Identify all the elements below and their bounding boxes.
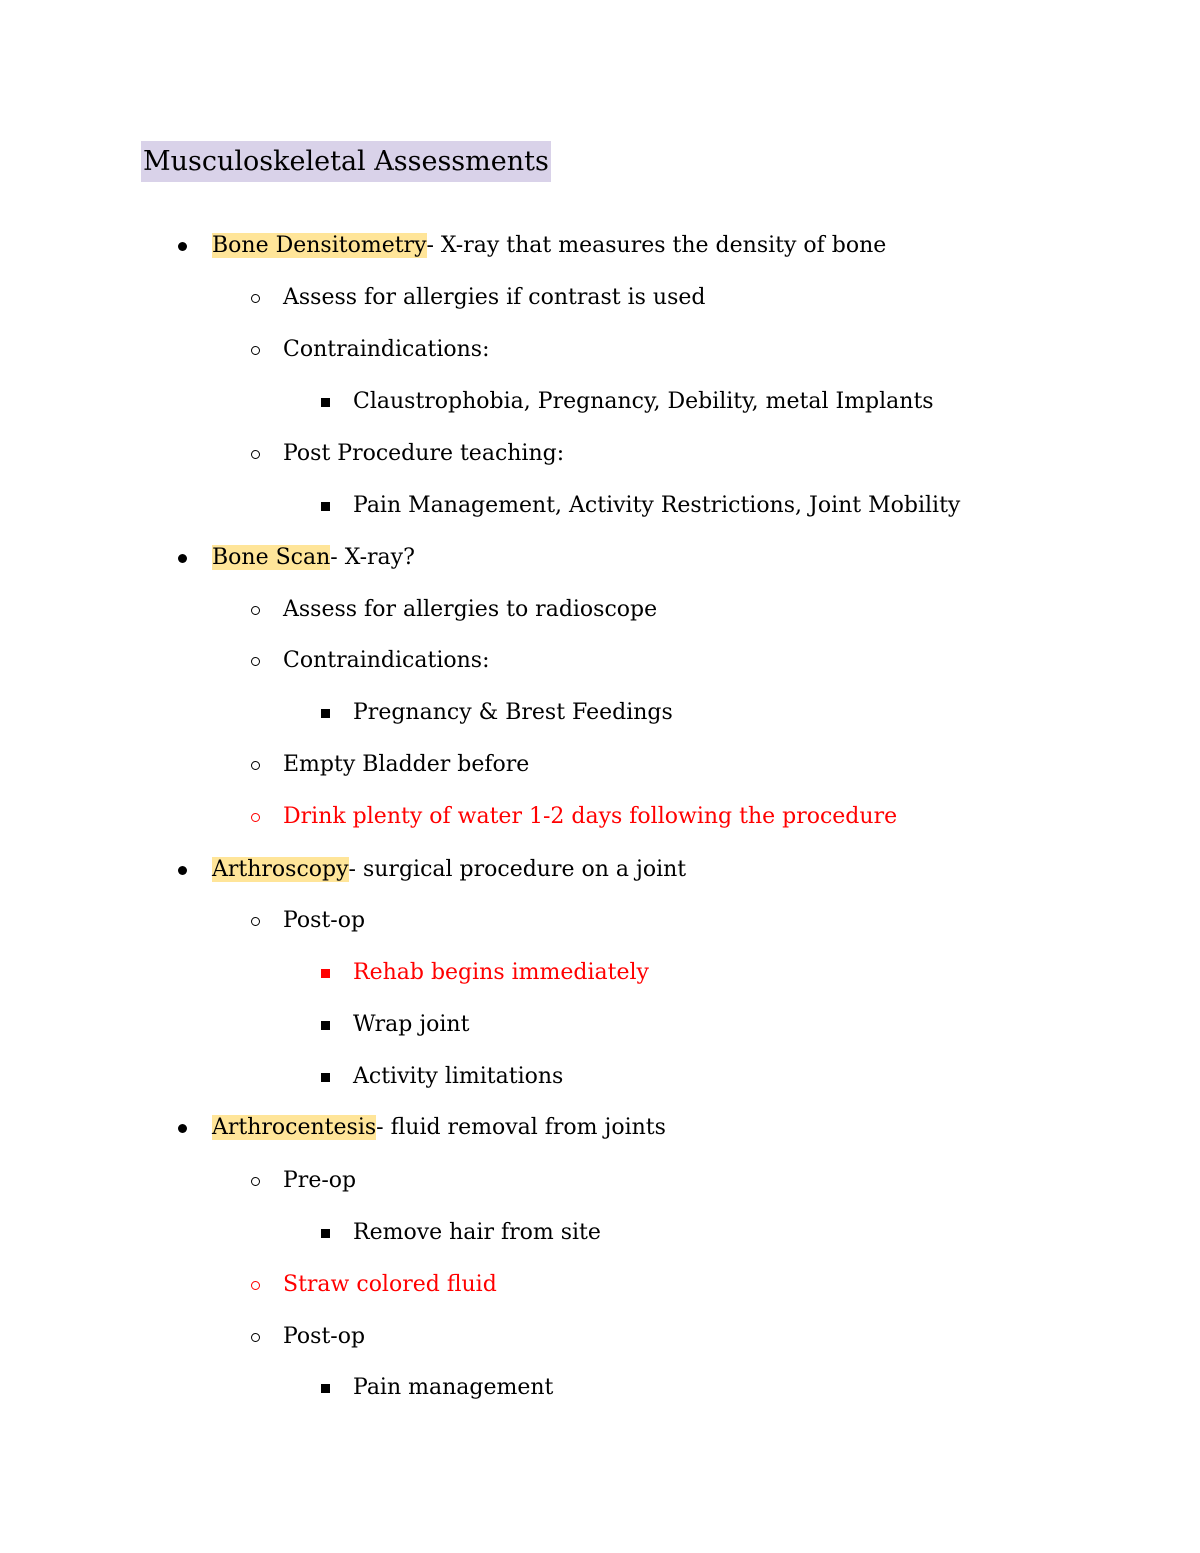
- bullet-text: [212, 226, 886, 266]
- filled-bullet-icon: [176, 226, 188, 266]
- hollow-circle-bullet-icon: [248, 797, 262, 837]
- sub-bullet-text: Pre-op: [283, 1168, 357, 1193]
- hollow-circle-bullet-icon: [248, 1265, 262, 1305]
- sub-bullet-text: Contraindications:: [283, 337, 490, 362]
- sub-sub-bullet-text: Pain management: [353, 1375, 554, 1400]
- hollow-circle-bullet-icon: [248, 330, 262, 370]
- term-description: - X-ray that measures the density of bone: [426, 233, 887, 258]
- square-bullet-icon: [319, 1057, 331, 1097]
- term-description: - surgical procedure on a joint: [348, 857, 687, 882]
- hollow-circle-bullet-icon: [248, 1317, 262, 1357]
- sub-sub-bullet-text: Wrap joint: [353, 1012, 470, 1037]
- highlighted-term: Arthrocentesis: [212, 1115, 377, 1140]
- bullet-text: [212, 1108, 666, 1148]
- hollow-circle-bullet-icon: [248, 1161, 262, 1201]
- square-bullet-icon: [319, 1213, 331, 1253]
- term-description: - fluid removal from joints: [376, 1115, 666, 1140]
- sub-sub-bullet-text: Pregnancy & Brest Feedings: [353, 700, 673, 725]
- sub-bullet-text: Assess for allergies to radioscope: [283, 597, 658, 622]
- hollow-circle-bullet-icon: [248, 641, 262, 681]
- square-bullet-icon: [319, 953, 331, 993]
- sub-bullet-text: Post-op: [283, 908, 366, 933]
- bullet-text: [212, 850, 686, 890]
- square-bullet-icon: [319, 1005, 331, 1045]
- sub-bullet-text: Assess for allergies if contrast is used: [283, 285, 706, 310]
- filled-bullet-icon: [176, 1108, 188, 1148]
- square-bullet-icon: [319, 486, 331, 526]
- document-title: Musculoskeletal Assessments: [141, 141, 551, 182]
- hollow-circle-bullet-icon: [248, 901, 262, 941]
- filled-bullet-icon: [176, 850, 188, 890]
- hollow-circle-bullet-icon: [248, 745, 262, 785]
- sub-bullet-text: Empty Bladder before: [283, 752, 530, 777]
- hollow-circle-bullet-icon: [248, 590, 262, 630]
- square-bullet-icon: [319, 1368, 331, 1408]
- highlighted-term: Bone Densitometry: [212, 233, 427, 258]
- sub-sub-bullet-text: Remove hair from site: [353, 1220, 601, 1245]
- hollow-circle-bullet-icon: [248, 434, 262, 474]
- square-bullet-icon: [319, 693, 331, 733]
- sub-bullet-text: Post-op: [283, 1324, 366, 1349]
- sub-bullet-text: Post Procedure teaching:: [283, 441, 565, 466]
- highlighted-term: Arthroscopy: [212, 857, 349, 882]
- sub-bullet-text: Contraindications:: [283, 648, 490, 673]
- square-bullet-icon: [319, 382, 331, 422]
- hollow-circle-bullet-icon: [248, 278, 262, 318]
- highlighted-term: Bone Scan: [212, 545, 331, 570]
- sub-sub-bullet-text: Pain Management, Activity Restrictions, Joint Mobility: [353, 493, 961, 518]
- sub-sub-bullet-text: Claustrophobia, Pregnancy, Debility, metal Implants: [353, 389, 934, 414]
- sub-bullet-text: Straw colored fluid: [283, 1272, 497, 1297]
- bullet-text: [212, 538, 415, 578]
- sub-sub-bullet-text: Activity limitations: [353, 1064, 564, 1089]
- filled-bullet-icon: [176, 538, 188, 578]
- sub-sub-bullet-text: Rehab begins immediately: [353, 960, 649, 985]
- term-description: - X-ray?: [330, 545, 415, 570]
- sub-bullet-text: Drink plenty of water 1-2 days following the procedure: [283, 804, 898, 829]
